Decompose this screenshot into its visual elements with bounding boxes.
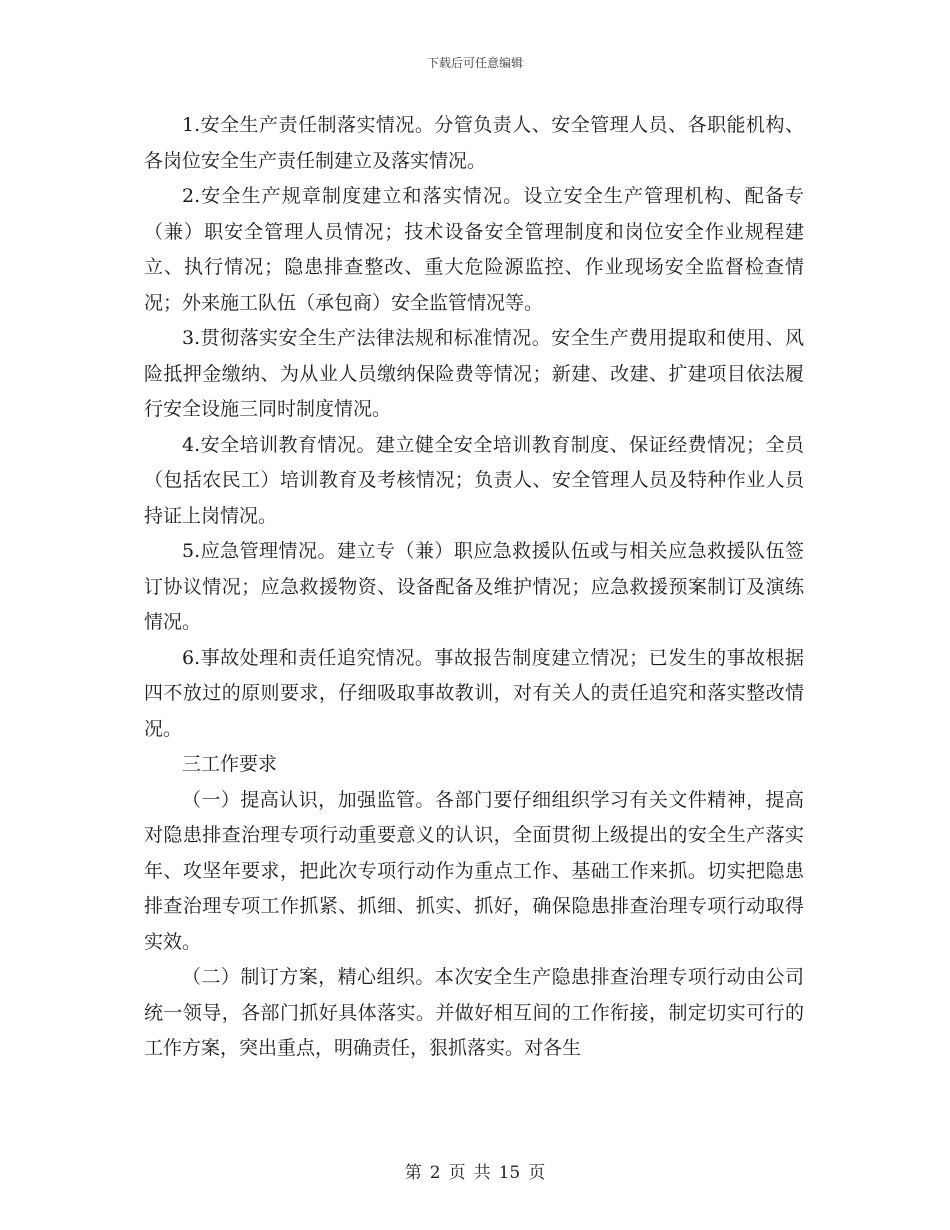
paragraph-planning: （二）制订方案，精心组织。本次安全生产隐患排查治理专项行动由公司统一领导，各部门抓好具体落实。并做好相互间的工作衔接，制定切实可行的工作方案，突出重点，明确责任，狠抓落实。对各生 — [144, 966, 804, 1059]
page-footer — [0, 1158, 950, 1183]
paragraph-training: 4.安全培训教育情况。建立健全安全培训教育制度、保证经费情况；全员（包括农民工）培训教育及考核情况；负责人、安全管理人员及特种作业人员持证上岗情况。 — [144, 433, 804, 527]
paragraph-awareness: （一）提高认识，加强监管。各部门要仔细组织学习有关文件精神，提高对隐患排查治理专项行动重要意义的认识，全面贯彻上级提出的安全生产落实年、攻坚年要求，把此次专项行动作为重点工作、基础工作来抓。切实把隐患排查治理专项工作抓紧、抓细、抓实、抓好，确保隐患排查治理专项行动取得实效。 — [144, 788, 804, 953]
paragraph-emergency: 5.应急管理情况。建立专（兼）职应急救援队伍或与相关应急救援队伍签订协议情况；应急救援物资、设备配备及维护情况；应急救援预案制订及演练情况。 — [144, 540, 804, 633]
paragraph-laws-standards: 3.贯彻落实安全生产法律法规和标准情况。安全生产费用提取和使用、风险抵押金缴纳、为从业人员缴纳保险费等情况；新建、改建、扩建项目依法履行安全设施三同时制度情况。 — [144, 327, 804, 420]
paragraph-responsibility: 1.安全生产责任制落实情况。分管负责人、安全管理人员、各职能机构、各岗位安全生产责任制建立及落实情况。 — [144, 114, 804, 172]
footer-prefix: 第 — [404, 1163, 422, 1183]
footer-total-pages: 15 — [498, 1163, 521, 1183]
section-heading-work-requirements: 三工作要求 — [182, 753, 278, 775]
footer-page-word: 页 — [448, 1163, 466, 1183]
footer-current-page: 2 — [429, 1163, 441, 1183]
document-body — [144, 108, 804, 1067]
page-header: 下载后可任意编辑 — [426, 56, 523, 70]
paragraph-accident: 6.事故处理和责任追究情况。事故报告制度建立情况；已发生的事故根据四不放过的原则要求，仔细吸取事故教训，对有关人的责任追究和落实整改情况。 — [144, 646, 804, 740]
footer-total-word: 共 — [473, 1163, 491, 1183]
footer-suffix: 页 — [528, 1163, 546, 1183]
paragraph-regulations: 2.安全生产规章制度建立和落实情况。设立安全生产管理机构、配备专（兼）职安全管理人员情况；技术设备安全管理制度和岗位安全作业规程建立、执行情况；隐患排查整改、重大危险源监控、作业现场安全监督检查情况；外来施工队伍（承包商）安全监管情况等。 — [144, 185, 804, 314]
